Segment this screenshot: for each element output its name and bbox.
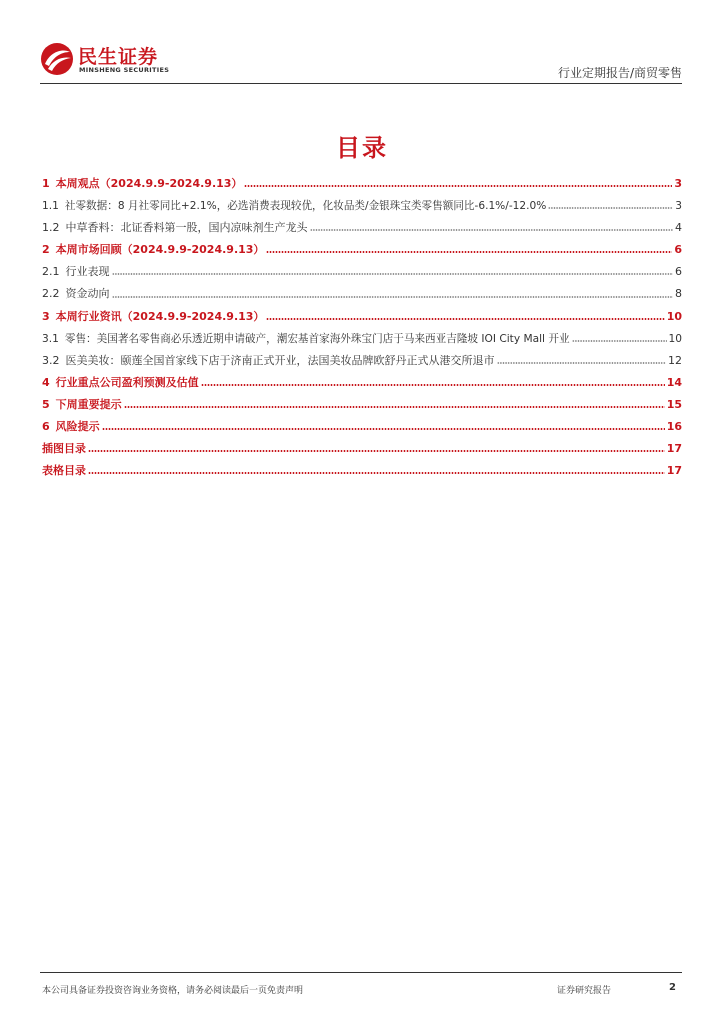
toc-entry-text: 中草香料：北证香料第一股，国内凉味剂生产龙头 — [65, 221, 308, 235]
toc-entry-title — [42, 328, 570, 350]
footer-doc-type: 证券研究报告 — [557, 986, 612, 996]
toc-entry-title — [42, 438, 86, 460]
table-of-contents — [42, 173, 682, 482]
page-header — [40, 40, 682, 84]
toc-entry-page: 6 — [674, 243, 682, 257]
logo-english-name: MINSHENG SECURITIES — [79, 66, 170, 74]
toc-leader-dots — [88, 470, 665, 476]
toc-entry-page: 17 — [666, 442, 682, 456]
toc-entry-page: 12 — [668, 353, 682, 367]
toc-entry-title — [42, 416, 100, 438]
toc-entry[interactable] — [42, 372, 682, 394]
toc-entry-page: 3 — [674, 177, 682, 190]
toc-entry-number: 3.1 — [42, 332, 59, 345]
toc-leader-dots — [102, 426, 665, 432]
toc-entry-text: 风险提示 — [55, 420, 100, 434]
toc-leader-dots — [124, 404, 665, 410]
toc-entry-page: 3 — [675, 200, 682, 213]
toc-entry[interactable] — [42, 416, 682, 438]
toc-entry-title — [42, 372, 199, 394]
toc-entry-number: 2.2 — [42, 287, 60, 301]
page-number: 2 — [669, 982, 676, 993]
toc-entry-page: 10 — [668, 332, 682, 345]
toc-leader-dots — [201, 382, 665, 388]
toc-entry-title — [42, 173, 242, 195]
toc-entry-title — [42, 306, 264, 328]
toc-entry-title — [42, 217, 308, 239]
toc-entry-title — [42, 460, 86, 482]
toc-entry-text: 社零数据：8 月社零同比+2.1%，必选消费表现较优，化妆品类/金银珠宝类零售额同比-6.1%/-12.0% — [64, 200, 547, 213]
toc-entry-page: 4 — [675, 221, 682, 235]
toc-entry-number: 3.2 — [42, 353, 60, 367]
toc-entry-number: 5 — [42, 397, 50, 411]
toc-entry-number: 4 — [42, 375, 50, 389]
toc-entry[interactable] — [42, 306, 682, 328]
toc-entry-page: 14 — [666, 375, 682, 389]
toc-entry-number: 6 — [42, 420, 50, 434]
toc-entry[interactable] — [42, 173, 682, 195]
toc-entry-page: 16 — [666, 420, 682, 434]
toc-entry-page: 17 — [666, 464, 682, 478]
toc-entry-title — [42, 394, 122, 416]
toc-entry[interactable] — [42, 460, 682, 482]
toc-leader-dots — [266, 249, 672, 255]
toc-entry[interactable] — [42, 283, 682, 305]
toc-entry-number: 3 — [42, 309, 50, 323]
toc-leader-dots — [244, 183, 672, 189]
toc-entry-title — [42, 350, 495, 372]
toc-entry-text: 行业表现 — [65, 265, 110, 279]
toc-leader-dots — [572, 338, 667, 344]
toc-entry-number: 1.2 — [42, 221, 60, 235]
toc-entry[interactable] — [42, 394, 682, 416]
toc-leader-dots — [310, 227, 674, 233]
footer-disclaimer: 本公司具备证券投资咨询业务资格，请务必阅读最后一页免责声明 — [42, 986, 304, 996]
toc-leader-dots — [112, 271, 674, 277]
toc-entry-title — [42, 261, 110, 283]
logo-chinese-name: 民生证券 — [78, 46, 159, 68]
toc-entry[interactable] — [42, 350, 682, 372]
toc-leader-dots — [88, 448, 665, 454]
toc-entry-number: 2.1 — [42, 265, 60, 279]
toc-entry-text: 本周市场回顾（2024.9.9-2024.9.13） — [55, 243, 265, 257]
toc-entry-page: 8 — [675, 287, 682, 301]
toc-entry-page: 6 — [675, 265, 682, 279]
toc-entry-number: 2 — [42, 243, 50, 257]
toc-entry[interactable] — [42, 261, 682, 283]
toc-entry-text: 本周观点（2024.9.9-2024.9.13） — [55, 177, 243, 190]
toc-entry[interactable] — [42, 328, 682, 350]
footer-divider — [40, 972, 682, 973]
toc-title: 目录 — [336, 134, 388, 162]
report-category: 行业定期报告/商贸零售 — [557, 66, 682, 80]
header-divider — [40, 83, 682, 84]
minsheng-logo-icon — [40, 42, 74, 76]
toc-leader-dots — [266, 316, 664, 322]
toc-entry-text: 医美美妆：颐莲全国首家线下店于济南正式开业，法国美妆品牌欧舒丹正式从港交所退市 — [65, 353, 495, 367]
toc-entry-title — [42, 283, 110, 305]
toc-entry-number: 1 — [42, 177, 50, 190]
toc-entry-text: 行业重点公司盈利预测及估值 — [55, 375, 199, 389]
toc-leader-dots — [497, 360, 667, 366]
toc-entry[interactable] — [42, 217, 682, 239]
company-logo — [40, 40, 220, 80]
toc-entry-number: 1.1 — [42, 200, 59, 213]
toc-entry-title — [42, 195, 546, 217]
toc-entry-text: 插图目录 — [42, 442, 86, 456]
toc-entry-text: 资金动向 — [65, 287, 110, 301]
toc-leader-dots — [548, 205, 673, 211]
toc-leader-dots — [112, 294, 674, 300]
toc-entry-text: 零售：美国著名零售商必乐透近期申请破产，潮宏基首家海外珠宝门店于马来西亚吉隆坡 IOI City Mall 开业 — [64, 332, 570, 345]
toc-entry-title — [42, 239, 264, 261]
toc-entry-text: 下周重要提示 — [55, 397, 122, 411]
toc-entry-text: 表格目录 — [42, 464, 86, 478]
toc-entry[interactable] — [42, 195, 682, 217]
toc-entry-page: 15 — [666, 397, 682, 411]
toc-entry[interactable] — [42, 438, 682, 460]
toc-entry-page: 10 — [666, 309, 682, 323]
toc-entry-text: 本周行业资讯（2024.9.9-2024.9.13） — [55, 309, 265, 323]
toc-entry[interactable] — [42, 239, 682, 261]
